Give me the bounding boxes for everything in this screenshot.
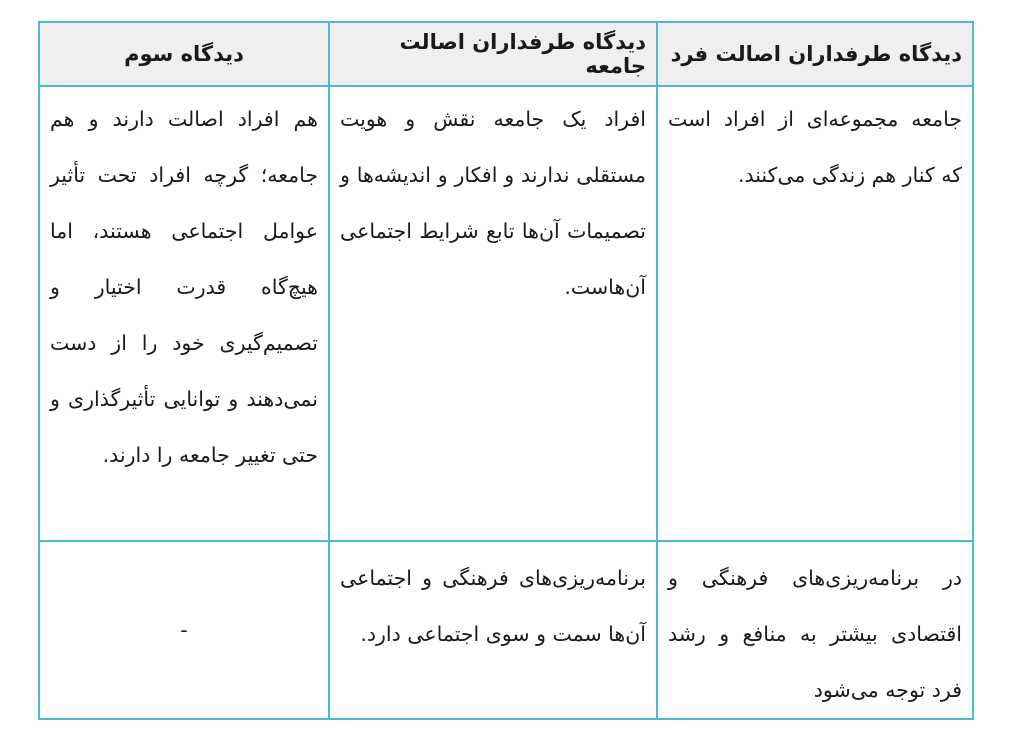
document-page xyxy=(38,21,972,722)
cell-individualism-definition: جامعه مجموعه‌ای از افراد است که کنار هم زندگی می‌کنند. xyxy=(657,86,973,541)
table-header-row xyxy=(39,22,973,86)
viewpoints-table xyxy=(38,21,974,720)
table-row xyxy=(39,541,973,719)
cell-individualism-planning: در برنامه‌ریزی‌های فرهنگی و اقتصادی بیشتر به منافع و رشد فرد توجه می‌شود xyxy=(657,541,973,719)
cell-third-view-definition: هم افراد اصالت دارند و هم جامعه؛ گرچه افراد تحت تأثیر عوامل اجتماعی هستند، اما هیچ‌گاه قدرت اختیار و تصمیم‌گیری خود را از دست نمی‌دهند و توانایی تأثیرگذاری و حتی تغییر جامعه را دارند. xyxy=(39,86,329,541)
cell-collectivism-planning: برنامه‌ریزی‌های فرهنگی و اجتماعی آن‌ها سمت و سوی اجتماعی دارد. xyxy=(329,541,657,719)
table-row xyxy=(39,86,973,541)
header-individualism: دیدگاه طرفداران اصالت فرد xyxy=(657,22,973,86)
header-collectivism: دیدگاه طرفداران اصالت جامعه xyxy=(329,22,657,86)
cell-third-view-planning: - xyxy=(39,541,329,719)
cell-collectivism-definition: افراد یک جامعه نقش و هویت مستقلی ندارند و افکار و اندیشه‌ها و تصمیمات آن‌ها تابع شرایط اجتماعی آن‌هاست. xyxy=(329,86,657,541)
header-third-view: دیدگاه سوم xyxy=(39,22,329,86)
